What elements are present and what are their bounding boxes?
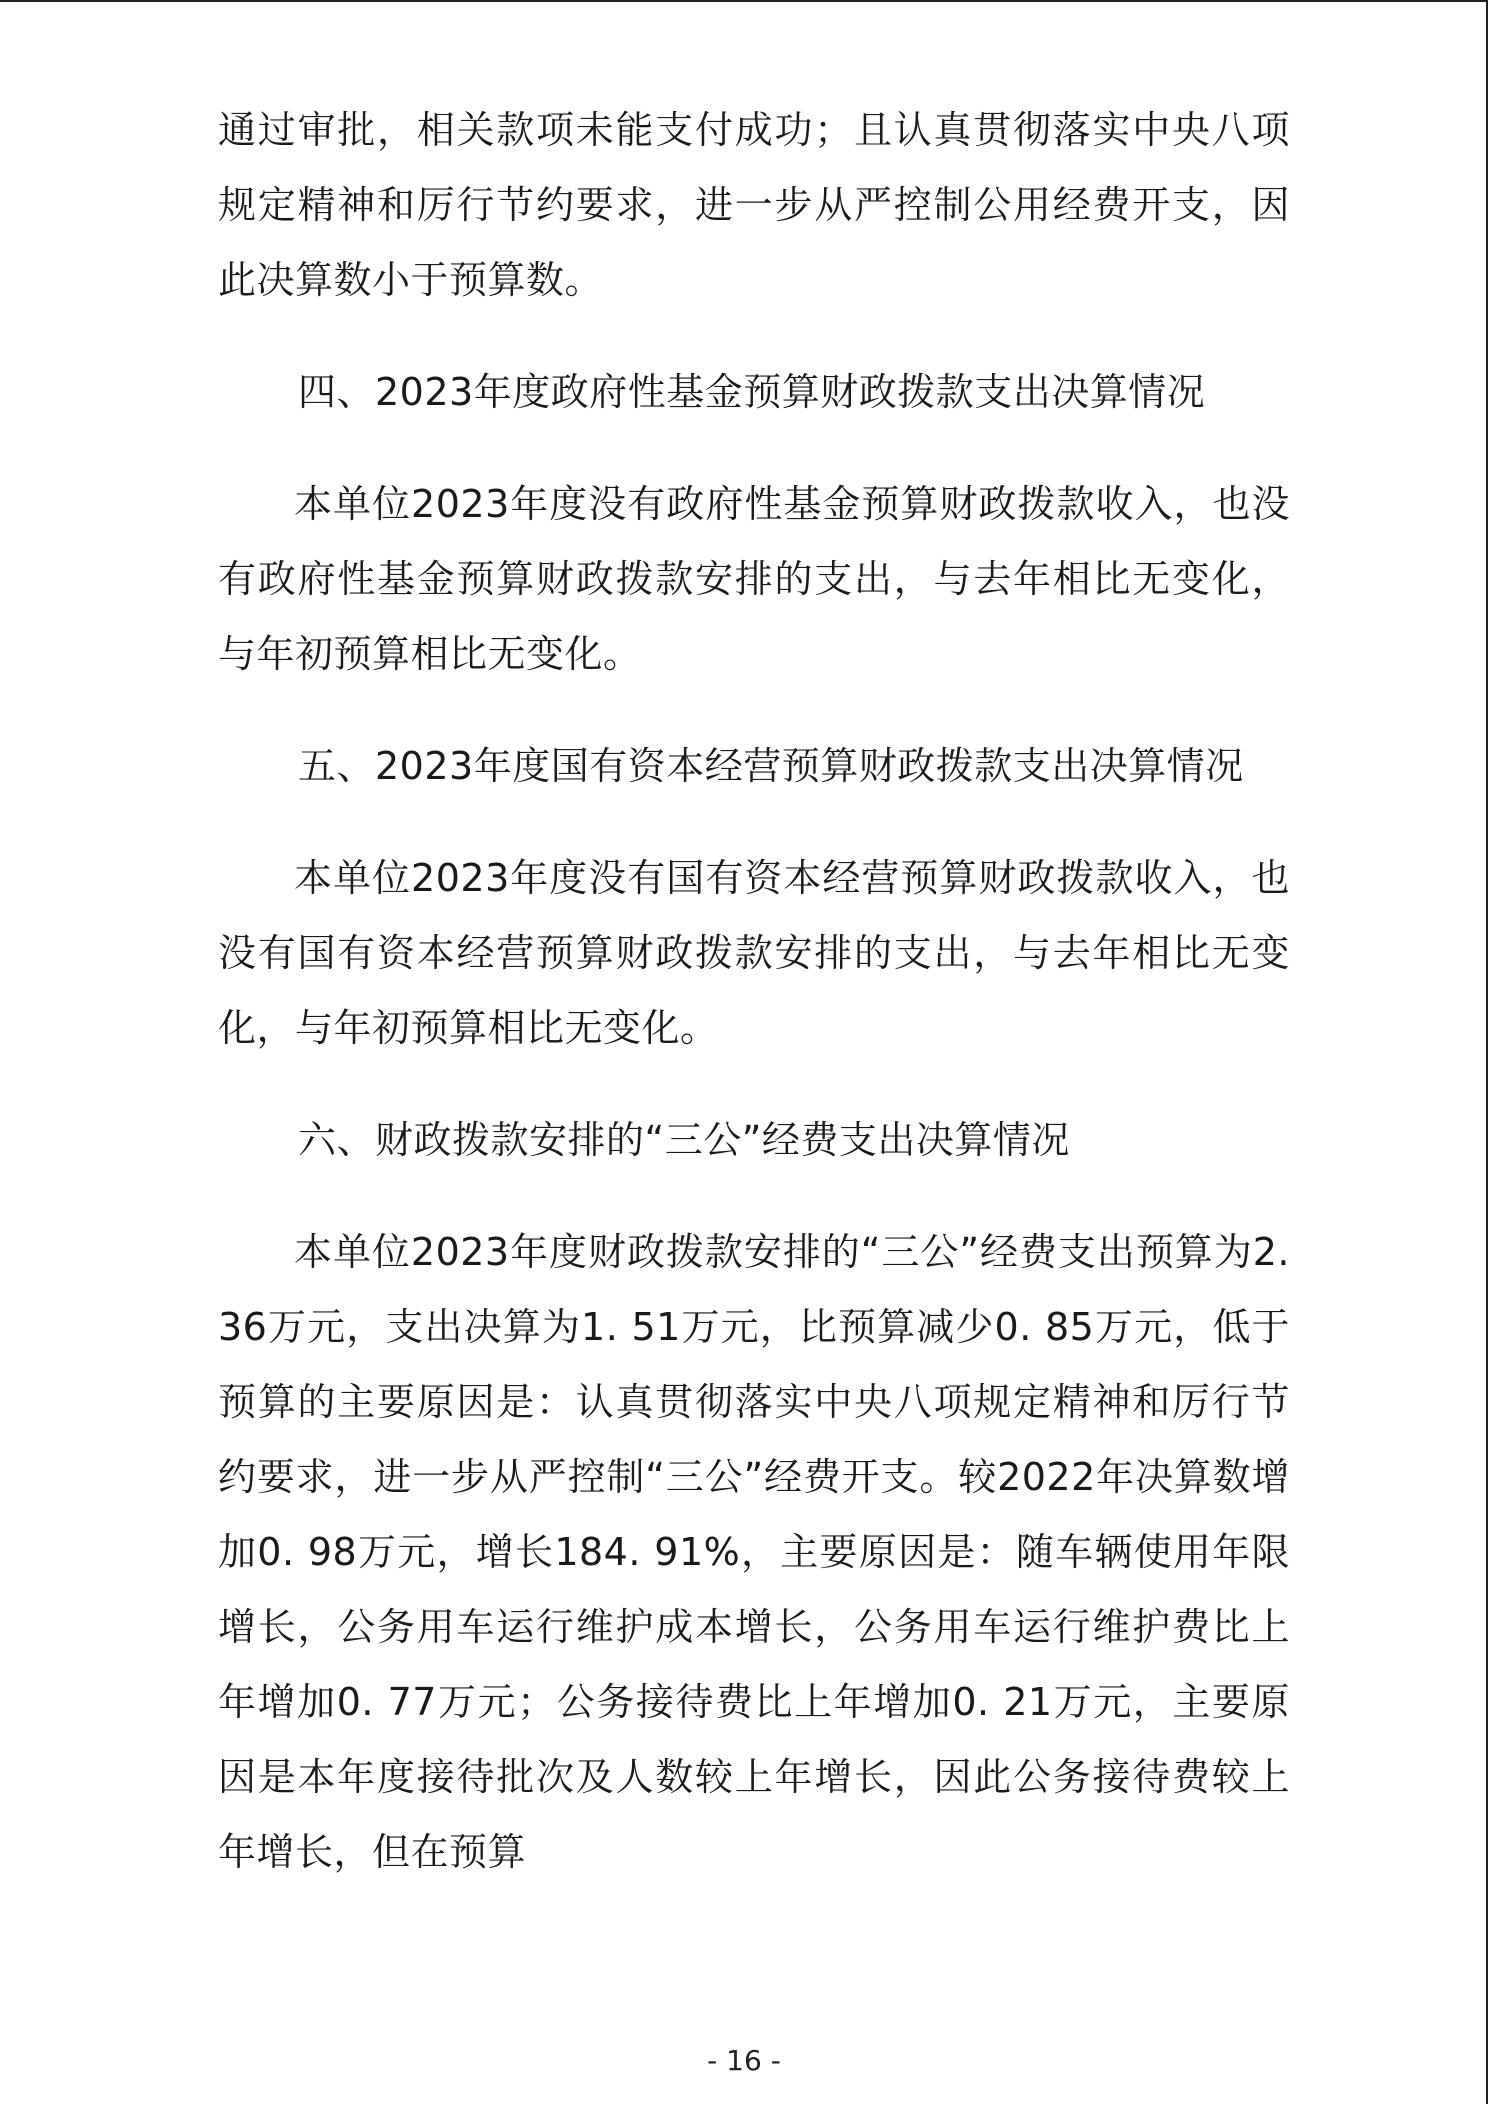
paragraph-section-6: 本单位2023年度财政拨款安排的“三公”经费支出预算为2. 36万元，支出决算为1. 51万元，比预算减少0. 85万元，低于预算的主要原因是：认真贯彻落实中央八项规定精神和厉行节约要求，进一步从严控制“三公”经费开支。较2022年决算数增加0. 98万元，增长184. 91%，主要原因是：随车辆使用年限增长，公务用车运行维护成本增长，公务用车运行维护费比上年增加0. 77万元；公务接待费比上年增加0. 21万元，主要原因是本年度接待批次及人数较上年增长，因此公务接待费较上年增长，但在预算 bbox=[218, 1230, 1290, 1874]
page-border-top bbox=[0, 0, 1488, 2]
spacer bbox=[218, 318, 1290, 355]
paragraph-continuation: 通过审批，相关款项未能支付成功；且认真贯彻落实中央八项规定精神和厉行节约要求，进一步从严控制公用经费开支，因此决算数小于预算数。 bbox=[218, 108, 1290, 302]
spacer bbox=[218, 430, 1290, 467]
page-number: - 16 - bbox=[707, 2044, 781, 2077]
section-heading-4: 四、2023年度政府性基金预算财政拨款支出决算情况 bbox=[298, 370, 1206, 414]
paragraph-section-4: 本单位2023年度没有政府性基金预算财政拨款收入，也没有政府性基金预算财政拨款安排的支出，与去年相比无变化，与年初预算相比无变化。 bbox=[218, 482, 1290, 676]
spacer bbox=[218, 1066, 1290, 1103]
spacer bbox=[218, 692, 1290, 729]
spacer bbox=[218, 804, 1290, 841]
section-heading-6: 六、财政拨款安排的“三公”经费支出决算情况 bbox=[298, 1118, 1070, 1162]
document-body bbox=[218, 93, 1290, 1890]
spacer bbox=[218, 1178, 1290, 1215]
section-heading-5: 五、2023年度国有资本经营预算财政拨款支出决算情况 bbox=[298, 744, 1244, 788]
paragraph-section-5: 本单位2023年度没有国有资本经营预算财政拨款收入，也没有国有资本经营预算财政拨款安排的支出，与去年相比无变化，与年初预算相比无变化。 bbox=[218, 856, 1290, 1050]
